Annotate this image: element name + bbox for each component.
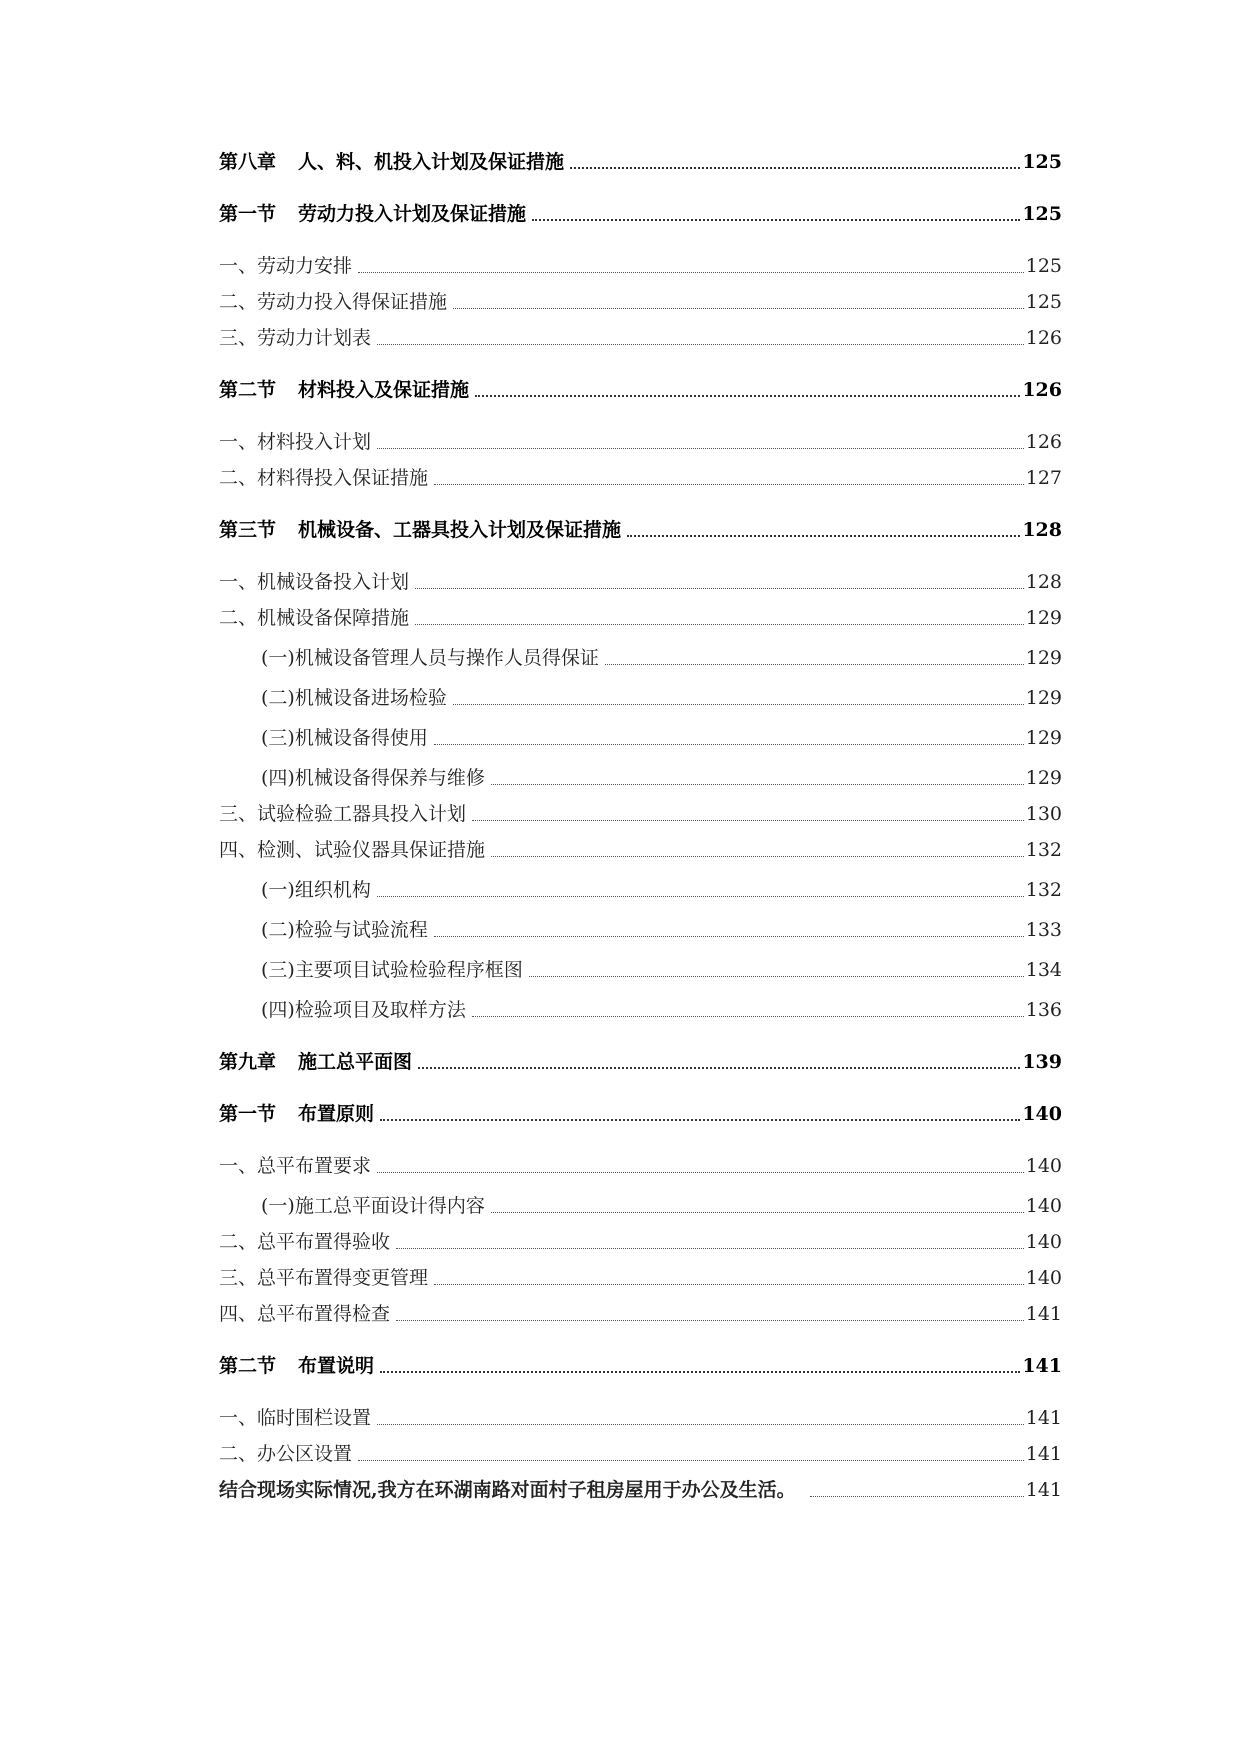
toc-entry-title: (三)机械设备得使用 [261, 727, 428, 749]
toc-entry-title: 二、总平布置得验收 [219, 1231, 391, 1253]
toc-entry[interactable] [219, 150, 1062, 174]
toc-entry-number: 第八章 [219, 151, 277, 173]
toc-dot-leader [627, 535, 1020, 537]
toc-entry-page-number: 139 [1022, 1051, 1062, 1073]
toc-entry-title: 四、检测、试验仪器具保证措施 [219, 839, 486, 861]
toc-entry[interactable] [219, 802, 1062, 826]
toc-entry[interactable] [219, 1102, 1062, 1126]
toc-entry-page-number: 129 [1025, 727, 1062, 749]
toc-dot-leader [472, 820, 1024, 821]
toc-entry-title: 施工总平面图 [298, 1051, 413, 1073]
toc-dot-leader [453, 704, 1024, 705]
toc-entry[interactable] [219, 686, 1062, 710]
toc-dot-leader [434, 1284, 1024, 1285]
toc-entry-page-number: 129 [1025, 687, 1062, 709]
toc-entry-title: 三、总平布置得变更管理 [219, 1267, 429, 1289]
toc-entry[interactable] [219, 466, 1062, 490]
toc-dot-leader [529, 976, 1024, 977]
toc-entry-number: 第一节 [219, 203, 277, 225]
toc-dot-leader [415, 624, 1024, 625]
toc-entry-title: 一、临时围栏设置 [219, 1407, 372, 1429]
toc-entry[interactable] [219, 1302, 1062, 1326]
toc-dot-leader [570, 167, 1020, 169]
toc-dot-leader [396, 1248, 1024, 1249]
toc-entry-title: 机械设备、工器具投入计划及保证措施 [298, 519, 622, 541]
toc-entry-number: 第九章 [219, 1051, 277, 1073]
toc-entry-title: 劳动力投入计划及保证措施 [298, 203, 527, 225]
toc-entry-page-number: 141 [1025, 1443, 1062, 1465]
toc-entry[interactable] [219, 918, 1062, 942]
toc-entry-title: 材料投入及保证措施 [298, 379, 470, 401]
toc-entry-title: (二)检验与试验流程 [261, 919, 428, 941]
toc-entry[interactable] [219, 878, 1062, 902]
toc-entry-page-number: 125 [1025, 291, 1062, 313]
toc-entry-title: (四)机械设备得保养与维修 [261, 767, 485, 789]
toc-entry-page-number: 134 [1025, 959, 1062, 981]
toc-entry-page-number: 130 [1025, 803, 1062, 825]
toc-entry-title: (一)组织机构 [261, 879, 371, 901]
toc-entry-title: (二)机械设备进场检验 [261, 687, 447, 709]
toc-entry-title: 三、试验检验工器具投入计划 [219, 803, 467, 825]
toc-dot-leader [491, 856, 1024, 857]
toc-entry-page-number: 125 [1022, 203, 1062, 225]
toc-entry[interactable] [219, 430, 1062, 454]
toc-entry[interactable] [219, 1266, 1062, 1290]
toc-entry[interactable] [219, 326, 1062, 350]
toc-dot-leader [358, 1460, 1024, 1461]
toc-dot-leader [605, 664, 1024, 665]
toc-entry[interactable] [219, 1478, 1062, 1502]
toc-entry[interactable] [219, 1194, 1062, 1218]
toc-entry-page-number: 127 [1025, 467, 1062, 489]
toc-entry-page-number: 126 [1022, 379, 1062, 401]
toc-entry[interactable] [219, 202, 1062, 226]
toc-entry-page-number: 132 [1025, 839, 1062, 861]
toc-entry-title: (一)施工总平面设计得内容 [261, 1195, 485, 1217]
toc-dot-leader [434, 484, 1024, 485]
toc-entry-page-number: 125 [1022, 151, 1062, 173]
toc-dot-leader [377, 1424, 1024, 1425]
toc-entry[interactable] [219, 1154, 1062, 1178]
toc-entry-page-number: 133 [1025, 919, 1062, 941]
toc-entry-title: 二、机械设备保障措施 [219, 607, 410, 629]
toc-dot-leader [434, 936, 1024, 937]
toc-dot-leader [380, 1119, 1020, 1121]
toc-entry-page-number: 126 [1025, 327, 1062, 349]
toc-entry-page-number: 128 [1022, 519, 1062, 541]
toc-entry-page-number: 136 [1025, 999, 1062, 1021]
toc-entry-number: 第二节 [219, 379, 277, 401]
toc-entry-title: (四)检验项目及取样方法 [261, 999, 466, 1021]
toc-dot-leader [377, 448, 1024, 449]
toc-dot-leader [472, 1016, 1024, 1017]
toc-entry-number: 第二节 [219, 1355, 277, 1377]
toc-entry-page-number: 141 [1025, 1303, 1062, 1325]
toc-entry-title: 一、机械设备投入计划 [219, 571, 410, 593]
toc-entry[interactable] [219, 378, 1062, 402]
toc-entry[interactable] [219, 254, 1062, 278]
toc-entry[interactable] [219, 958, 1062, 982]
toc-entry-page-number: 129 [1025, 767, 1062, 789]
toc-entry-title: 一、劳动力安排 [219, 255, 353, 277]
table-of-contents [219, 150, 1062, 1502]
toc-entry-page-number: 126 [1025, 431, 1062, 453]
toc-entry-page-number: 129 [1025, 607, 1062, 629]
toc-dot-leader [810, 1496, 1024, 1497]
toc-entry[interactable] [219, 1406, 1062, 1430]
toc-dot-leader [418, 1067, 1020, 1069]
toc-entry-page-number: 140 [1022, 1103, 1062, 1125]
toc-entry-title: 二、劳动力投入得保证措施 [219, 291, 448, 313]
toc-entry-title: 四、总平布置得检查 [219, 1303, 391, 1325]
toc-dot-leader [377, 896, 1024, 897]
toc-dot-leader [396, 1320, 1024, 1321]
toc-entry-page-number: 140 [1025, 1155, 1062, 1177]
toc-entry[interactable] [219, 518, 1062, 542]
toc-entry-page-number: 128 [1025, 571, 1062, 593]
toc-entry-title: 一、总平布置要求 [219, 1155, 372, 1177]
toc-entry-title: 布置说明 [298, 1355, 375, 1377]
toc-entry-page-number: 140 [1025, 1195, 1062, 1217]
toc-entry[interactable] [219, 726, 1062, 750]
toc-entry-page-number: 140 [1025, 1267, 1062, 1289]
toc-entry[interactable] [219, 766, 1062, 790]
toc-dot-leader [415, 588, 1024, 589]
toc-dot-leader [491, 784, 1024, 785]
toc-entry-page-number: 141 [1022, 1355, 1062, 1377]
toc-entry-title: (一)机械设备管理人员与操作人员得保证 [261, 647, 599, 669]
toc-entry[interactable] [219, 606, 1062, 630]
toc-dot-leader [380, 1371, 1020, 1373]
toc-entry-title: 人、料、机投入计划及保证措施 [298, 151, 565, 173]
toc-entry-title: 布置原则 [298, 1103, 375, 1125]
toc-entry-title: 二、办公区设置 [219, 1443, 353, 1465]
toc-dot-leader [532, 219, 1020, 221]
toc-entry-page-number: 125 [1025, 255, 1062, 277]
toc-dot-leader [377, 1172, 1024, 1173]
toc-entry-page-number: 141 [1025, 1479, 1062, 1501]
toc-entry-title: 一、材料投入计划 [219, 431, 372, 453]
toc-entry[interactable] [219, 1442, 1062, 1466]
toc-entry[interactable] [219, 838, 1062, 862]
toc-entry-page-number: 132 [1025, 879, 1062, 901]
toc-entry-title: 结合现场实际情况,我方在环湖南路对面村子租房屋用于办公及生活。 [219, 1479, 796, 1501]
toc-entry-title: 三、劳动力计划表 [219, 327, 372, 349]
toc-dot-leader [491, 1212, 1024, 1213]
toc-entry-page-number: 141 [1025, 1407, 1062, 1429]
toc-entry[interactable] [219, 646, 1062, 670]
toc-entry-title: 二、材料得投入保证措施 [219, 467, 429, 489]
toc-entry[interactable] [219, 1354, 1062, 1378]
toc-entry-page-number: 140 [1025, 1231, 1062, 1253]
toc-entry[interactable] [219, 1230, 1062, 1254]
toc-entry[interactable] [219, 998, 1062, 1022]
toc-entry-page-number: 129 [1025, 647, 1062, 669]
toc-entry-number: 第一节 [219, 1103, 277, 1125]
toc-dot-leader [453, 308, 1024, 309]
toc-entry-title: (三)主要项目试验检验程序框图 [261, 959, 523, 981]
toc-entry[interactable] [219, 570, 1062, 594]
toc-entry-number: 第三节 [219, 519, 277, 541]
toc-dot-leader [358, 272, 1024, 273]
toc-dot-leader [377, 344, 1024, 345]
toc-entry[interactable] [219, 1050, 1062, 1074]
toc-dot-leader [434, 744, 1024, 745]
toc-entry[interactable] [219, 290, 1062, 314]
toc-dot-leader [475, 395, 1020, 397]
